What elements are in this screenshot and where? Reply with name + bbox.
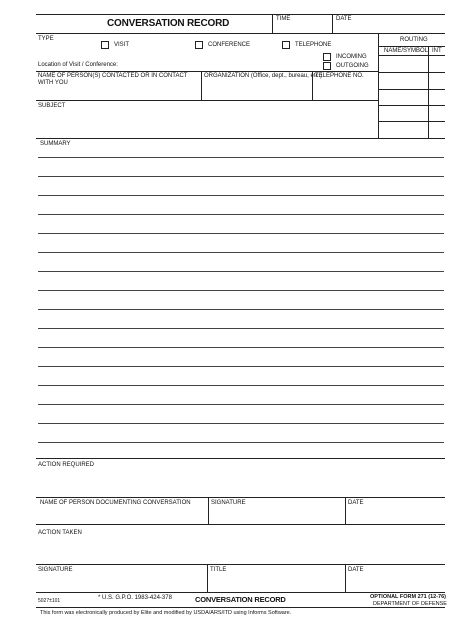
routing-entry-4[interactable] [379, 106, 428, 120]
routing-entry-3[interactable] [379, 90, 428, 104]
contact-top-rule [36, 71, 378, 72]
form-title: CONVERSATION RECORD [107, 18, 230, 29]
routing-entry-5[interactable] [379, 122, 428, 137]
location-label: Location of Visit / Conference: [38, 62, 118, 68]
action-taken-field[interactable] [37, 539, 444, 563]
location-field[interactable] [125, 60, 320, 70]
date-field[interactable] [333, 22, 443, 33]
subject-field[interactable] [37, 112, 377, 137]
subject-bottom-rule [36, 138, 445, 139]
documenting-name-label: NAME OF PERSON DOCUMENTING CONVERSATION [40, 500, 191, 506]
contact-bottom-rule [36, 100, 378, 101]
bottom-title-label: TITLE [210, 567, 227, 573]
telephone-option-label: TELEPHONE [295, 42, 332, 48]
documenting-bottom-rule [36, 524, 445, 525]
action-required-bottom-rule [36, 497, 445, 498]
time-label: TIME [276, 16, 291, 22]
type-label: TYPE [38, 36, 54, 42]
footer-rule [36, 607, 445, 608]
bottom-signature-label: SIGNATURE [38, 567, 73, 573]
bottom-date-field[interactable] [346, 576, 444, 591]
bottom-date-label: DATE [348, 567, 364, 573]
contact-name-label: NAME OF PERSON(S) CONTACTED OR IN CONTACT WITH YOU [38, 73, 188, 86]
telephone-checkbox[interactable] [282, 41, 290, 49]
header-bottom-rule [36, 33, 445, 34]
summary-label: SUMMARY [40, 141, 71, 147]
date-label: DATE [336, 16, 352, 22]
contact-name-field[interactable] [37, 88, 200, 99]
action-required-field[interactable] [37, 471, 444, 496]
documenting-date-field[interactable] [346, 509, 444, 523]
routing-name-column: NAME/SYMBOL [384, 48, 429, 54]
routing-column-divider [428, 46, 429, 138]
documenting-date-label: DATE [348, 500, 364, 506]
bottom-title-field[interactable] [208, 576, 344, 591]
form-number: OPTIONAL FORM 271 (12-76) [370, 594, 446, 600]
visit-checkbox[interactable] [101, 41, 109, 49]
organization-field[interactable] [202, 82, 310, 99]
documenting-signature-field[interactable] [209, 509, 344, 523]
software-notice: This form was electronically produced by Elite and modified by USDA/ARS/ITD using Informs Software. [40, 610, 292, 616]
routing-label: ROUTING [400, 37, 428, 43]
summary-field[interactable] [38, 150, 444, 455]
incoming-option-label: INCOMING [336, 54, 367, 60]
conference-option-label: CONFERENCE [208, 42, 251, 48]
routing-int-column: INT [432, 48, 442, 54]
documenting-signature-label: SIGNATURE [211, 500, 246, 506]
incoming-checkbox[interactable] [323, 53, 331, 61]
documenting-name-field[interactable] [37, 509, 207, 523]
subject-label: SUBJECT [38, 103, 66, 109]
telephone-number-label: TELEPHONE NO. [315, 73, 364, 79]
action-taken-bottom-rule [36, 564, 445, 565]
form-code: 5027±101 [38, 598, 61, 604]
outgoing-checkbox[interactable] [323, 62, 331, 70]
bottom-signature-field[interactable] [37, 576, 206, 591]
conference-checkbox[interactable] [195, 41, 203, 49]
time-field[interactable] [273, 22, 331, 33]
telephone-number-field[interactable] [313, 82, 377, 99]
outgoing-option-label: OUTGOING [336, 63, 369, 69]
header-top-rule [36, 14, 445, 15]
routing-header-rule [378, 46, 445, 47]
action-required-label: ACTION REQUIRED [38, 462, 95, 468]
routing-entry-2[interactable] [379, 73, 428, 88]
organization-label: ORGANIZATION (Office, dept., bureau, etc.) [204, 73, 323, 79]
summary-bottom-rule [36, 458, 445, 459]
department: DEPARTMENT OF DEFENSE [373, 601, 447, 607]
gpo-notice: * U.S. G.P.O. 1983-424-378 [98, 595, 172, 601]
footer-form-title: CONVERSATION RECORD [195, 595, 286, 604]
action-taken-label: ACTION TAKEN [38, 530, 82, 536]
routing-entry-1[interactable] [379, 56, 428, 71]
bottom-row-rule [36, 592, 445, 593]
visit-option-label: VISIT [114, 42, 130, 48]
